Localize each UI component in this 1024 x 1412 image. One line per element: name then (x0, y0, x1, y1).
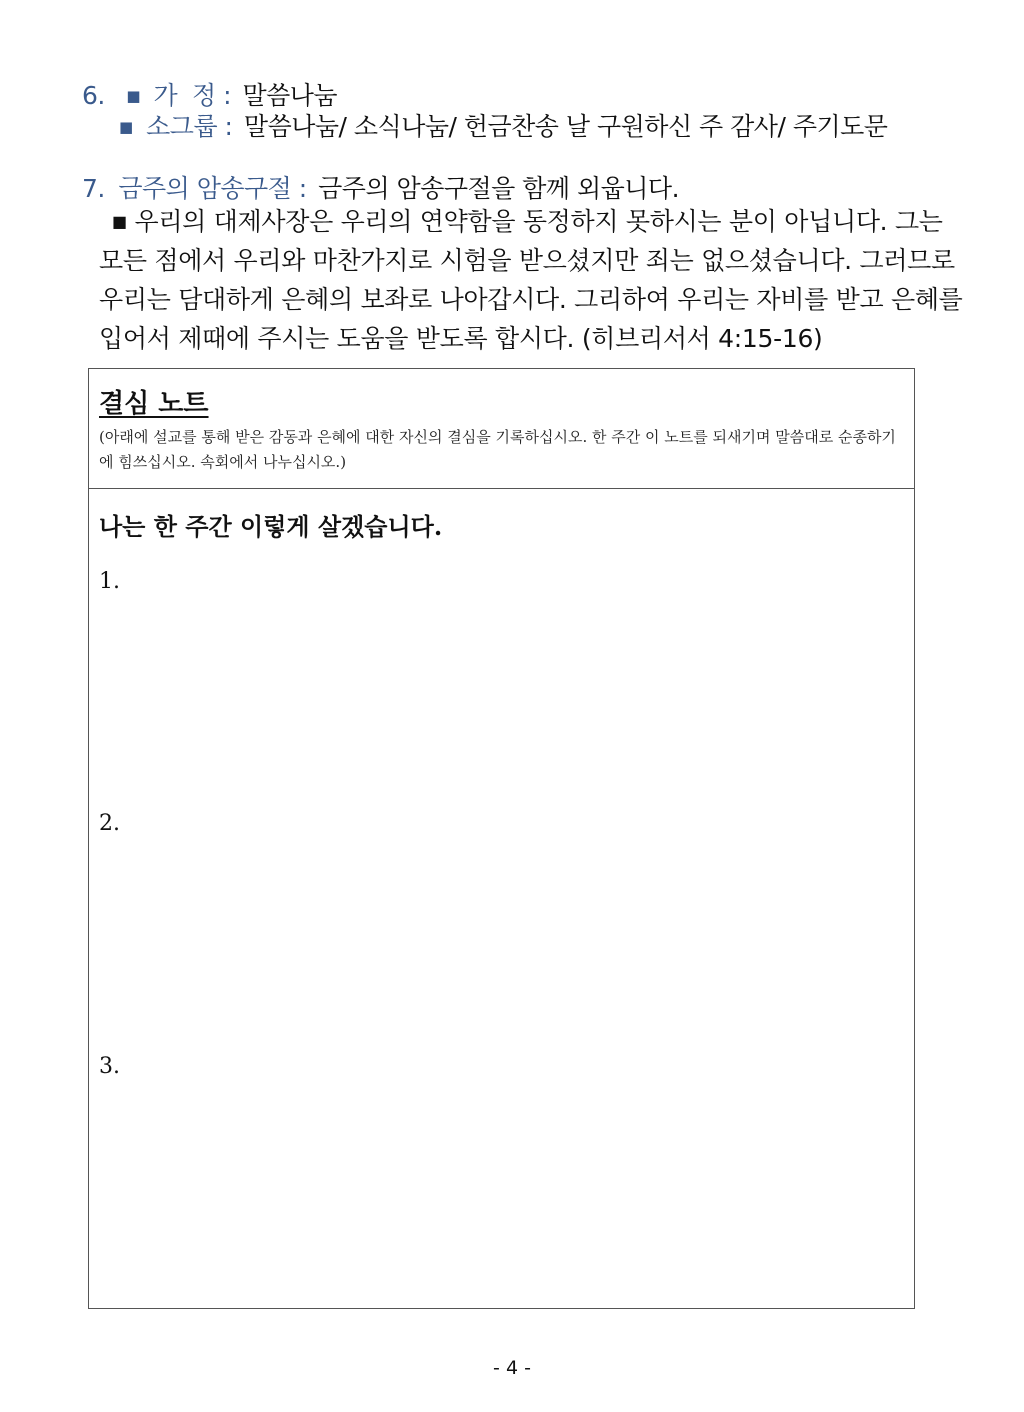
section-number: 7. (82, 174, 105, 203)
small-group-label: 소그룹 : (146, 112, 233, 141)
bullet-icon: ■ (126, 87, 140, 105)
decision-note-box (88, 368, 915, 1309)
bullet-icon: ■ (119, 118, 133, 136)
section-6-small-group (119, 111, 887, 143)
memory-verse-line: 모든 점에서 우리와 마찬가지로 시험을 받으셨지만 죄는 없으셨습니다. 그러므로 (99, 246, 955, 275)
resolve-heading: 나는 한 주간 이렇게 살겠습니다. (99, 512, 443, 541)
resolution-number-1: 1. (99, 569, 120, 594)
memory-verse-line: 우리는 담대하게 은혜의 보좌로 나아갑시다. 그리하여 우리는 자비를 받고 은혜를 (99, 285, 963, 314)
home-label: 가 정 : (153, 81, 232, 110)
resolution-number-3: 3. (99, 1054, 120, 1079)
section-number: 6. (82, 81, 105, 110)
memory-verse-label: 금주의 암송구절 : (118, 174, 307, 203)
decision-note-header (89, 369, 914, 489)
section-6-home (82, 80, 337, 112)
page-number: - 4 - (493, 1357, 531, 1379)
memory-verse-line (112, 203, 943, 241)
memory-verse-line: 입어서 제때에 주시는 도움을 받도록 합시다. (히브리서서 4:15-16) (99, 324, 823, 353)
home-text: 말씀나눔 (242, 81, 338, 110)
decision-note-instruction: (아래에 설교를 통해 받은 감동과 은혜에 대한 자신의 결심을 기록하십시오. 한 주간 이 노트를 되새기며 말씀대로 순종하기에 힘쓰십시오. 속회에서 나누십시오.) (99, 428, 896, 471)
resolution-number-2: 2. (99, 811, 120, 836)
decision-note-title: 결심 노트 (99, 389, 209, 419)
memory-verse-intro: 금주의 암송구절을 함께 외웁니다. (318, 174, 680, 203)
small-group-text: 말씀나눔/ 소식나눔/ 헌금찬송 날 구원하신 주 감사/ 주기도문 (243, 112, 888, 141)
verse-text: 우리의 대제사장은 우리의 연약함을 동정하지 못하시는 분이 아닙니다. 그는 (134, 207, 943, 236)
bullet-icon: ■ (112, 212, 127, 231)
section-7-heading (82, 173, 679, 205)
